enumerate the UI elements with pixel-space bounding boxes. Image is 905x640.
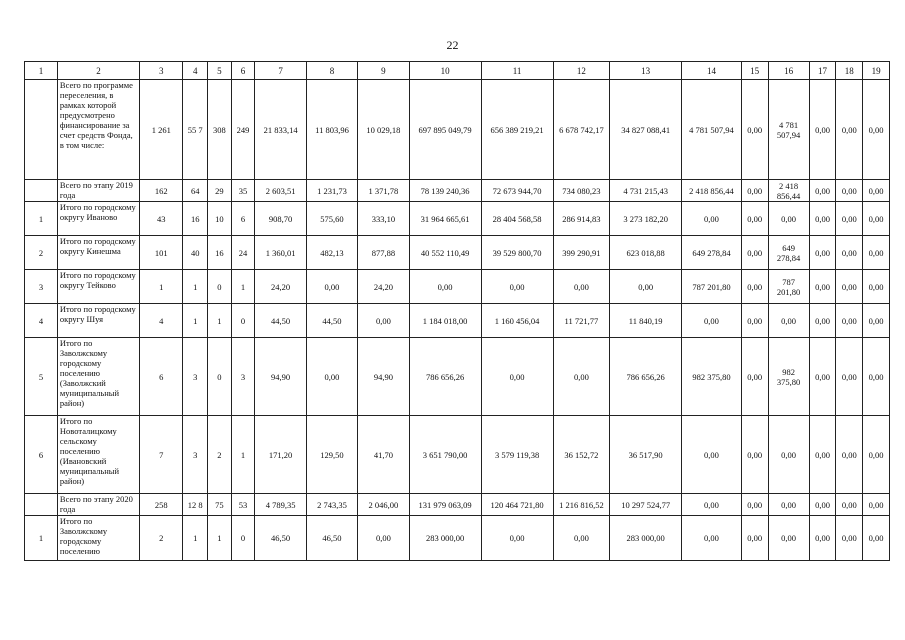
table-cell: 6	[25, 416, 58, 494]
page-number: 22	[446, 38, 459, 52]
table-cell: 34 827 088,41	[610, 80, 682, 180]
row-title: Всего по программе переселения, в рамках которой предусмотрено финансирование за счет средств Фонда, в том числе:	[57, 80, 139, 180]
table-cell: 40 552 110,49	[409, 236, 481, 270]
table-cell: 0,00	[741, 202, 768, 236]
table-cell: 131 979 063,09	[409, 494, 481, 516]
table-cell: 16	[208, 236, 232, 270]
table-cell: 24	[231, 236, 255, 270]
table-cell: 0,00	[682, 202, 742, 236]
table-cell: 0,00	[682, 304, 742, 338]
table-cell: 2	[140, 516, 183, 561]
table-cell: 1 231,73	[306, 180, 357, 202]
table-cell: 7	[140, 416, 183, 494]
table-cell: 2 603,51	[255, 180, 306, 202]
table-cell: 399 290,91	[553, 236, 610, 270]
table-cell: 55 7	[183, 80, 208, 180]
table-cell: 101	[140, 236, 183, 270]
table-cell: 1 216 816,52	[553, 494, 610, 516]
table-cell: 129,50	[306, 416, 357, 494]
table-cell: 2	[208, 416, 232, 494]
table-cell: 64	[183, 180, 208, 202]
table-cell: 0,00	[863, 304, 890, 338]
table-cell: 0,00	[553, 338, 610, 416]
table-cell: 0,00	[741, 80, 768, 180]
column-header: 6	[231, 62, 255, 80]
row-title: Итого по Заволжскому городскому поселению (Заволжский муниципальный район)	[57, 338, 139, 416]
table-cell: 3	[25, 270, 58, 304]
column-header: 11	[481, 62, 553, 80]
table-cell: 24,20	[358, 270, 409, 304]
table-cell: 0,00	[836, 304, 863, 338]
table-cell: 36 517,90	[610, 416, 682, 494]
table-cell: 31 964 665,61	[409, 202, 481, 236]
table-cell: 283 000,00	[409, 516, 481, 561]
table-cell: 734 080,23	[553, 180, 610, 202]
row-title: Итого по Новоталицкому сельскому поселению (Ивановский муниципальный район)	[57, 416, 139, 494]
table-cell: 0,00	[863, 338, 890, 416]
table-cell: 0,00	[809, 494, 836, 516]
table-cell: 72 673 944,70	[481, 180, 553, 202]
table-cell: 623 018,88	[610, 236, 682, 270]
table-cell: 1	[183, 516, 208, 561]
table-cell: 4 731 215,43	[610, 180, 682, 202]
table-cell: 53	[231, 494, 255, 516]
column-header: 18	[836, 62, 863, 80]
table-cell: 0,00	[768, 304, 809, 338]
table-cell: 0,00	[741, 180, 768, 202]
table-cell: 982 375,80	[682, 338, 742, 416]
table-cell: 6	[140, 338, 183, 416]
table-row	[25, 236, 890, 270]
table-cell: 36 152,72	[553, 416, 610, 494]
table-cell: 649 278,84	[768, 236, 809, 270]
table-cell: 877,88	[358, 236, 409, 270]
table-cell: 1 261	[140, 80, 183, 180]
table-cell: 2 418 856,44	[768, 180, 809, 202]
row-title: Итого по городскому округу Кинешма	[57, 236, 139, 270]
table-cell: 0,00	[741, 304, 768, 338]
table-cell: 0,00	[836, 236, 863, 270]
table-cell: 3 273 182,20	[610, 202, 682, 236]
table-row	[25, 338, 890, 416]
table-cell: 786 656,26	[610, 338, 682, 416]
table-cell: 3 651 790,00	[409, 416, 481, 494]
table-cell: 44,50	[306, 304, 357, 338]
table-cell: 11 721,77	[553, 304, 610, 338]
table-cell: 649 278,84	[682, 236, 742, 270]
table-cell: 0,00	[741, 516, 768, 561]
column-header: 8	[306, 62, 357, 80]
table-cell: 41,70	[358, 416, 409, 494]
column-header: 5	[208, 62, 232, 80]
table-cell: 0,00	[863, 180, 890, 202]
table-cell: 3 579 119,38	[481, 416, 553, 494]
table-cell: 0	[231, 516, 255, 561]
column-header: 2	[57, 62, 139, 80]
table-cell: 0,00	[863, 516, 890, 561]
table-cell: 0,00	[741, 236, 768, 270]
table-cell: 0,00	[836, 80, 863, 180]
column-header: 4	[183, 62, 208, 80]
table-row	[25, 304, 890, 338]
table-cell: 0,00	[358, 304, 409, 338]
table-cell: 2 743,35	[306, 494, 357, 516]
table-cell	[25, 494, 58, 516]
table-cell: 1 360,01	[255, 236, 306, 270]
table-cell: 575,60	[306, 202, 357, 236]
column-header: 17	[809, 62, 836, 80]
table-cell: 2 046,00	[358, 494, 409, 516]
table-cell: 1	[231, 416, 255, 494]
table-cell: 0,00	[682, 416, 742, 494]
table-cell: 2 418 856,44	[682, 180, 742, 202]
column-header: 3	[140, 62, 183, 80]
row-title: Итого по городскому округу Шуя	[57, 304, 139, 338]
table-cell: 0,00	[481, 338, 553, 416]
table-cell: 0,00	[863, 236, 890, 270]
table-cell: 1	[208, 304, 232, 338]
row-title: Всего по этапу 2020 года	[57, 494, 139, 516]
table-cell: 0,00	[610, 270, 682, 304]
table-cell: 656 389 219,21	[481, 80, 553, 180]
table-cell: 0,00	[358, 516, 409, 561]
table-cell: 24,20	[255, 270, 306, 304]
table-cell: 0,00	[768, 516, 809, 561]
column-header: 7	[255, 62, 306, 80]
header-row	[25, 62, 890, 80]
table-cell: 0,00	[741, 494, 768, 516]
table-cell: 1	[183, 304, 208, 338]
table-cell: 0,00	[863, 494, 890, 516]
table-cell: 0,00	[481, 516, 553, 561]
table-cell: 162	[140, 180, 183, 202]
table-cell: 46,50	[306, 516, 357, 561]
table-cell: 35	[231, 180, 255, 202]
table-cell: 1	[25, 202, 58, 236]
table-cell: 4 781 507,94	[682, 80, 742, 180]
table-cell: 94,90	[358, 338, 409, 416]
table-cell	[25, 80, 58, 180]
table-cell: 786 656,26	[409, 338, 481, 416]
column-header: 13	[610, 62, 682, 80]
table-cell: 12 8	[183, 494, 208, 516]
table-cell: 4	[140, 304, 183, 338]
table-cell: 40	[183, 236, 208, 270]
table-cell: 0,00	[682, 494, 742, 516]
table-cell: 94,90	[255, 338, 306, 416]
table-cell: 0,00	[836, 180, 863, 202]
table-cell: 308	[208, 80, 232, 180]
table-cell: 16	[183, 202, 208, 236]
data-table	[24, 61, 890, 561]
table-cell: 787 201,80	[682, 270, 742, 304]
table-cell: 21 833,14	[255, 80, 306, 180]
table-cell: 43	[140, 202, 183, 236]
table-cell: 3	[183, 416, 208, 494]
row-title: Итого по городскому округу Тейково	[57, 270, 139, 304]
table-cell: 11 840,19	[610, 304, 682, 338]
table-cell: 0,00	[809, 236, 836, 270]
table-cell: 0,00	[809, 270, 836, 304]
table-cell: 44,50	[255, 304, 306, 338]
table-row	[25, 80, 890, 180]
row-title: Итого по Заволжскому городскому поселению	[57, 516, 139, 561]
column-header: 15	[741, 62, 768, 80]
table-cell: 0,00	[836, 416, 863, 494]
column-header: 12	[553, 62, 610, 80]
table-cell: 0,00	[809, 516, 836, 561]
table-cell: 0,00	[481, 270, 553, 304]
table-cell: 0,00	[809, 80, 836, 180]
table-cell: 0,00	[741, 338, 768, 416]
column-header: 9	[358, 62, 409, 80]
column-header: 19	[863, 62, 890, 80]
column-header: 16	[768, 62, 809, 80]
table-cell: 0,00	[809, 338, 836, 416]
column-header: 14	[682, 62, 742, 80]
table-cell: 0,00	[863, 416, 890, 494]
table-cell: 5	[25, 338, 58, 416]
table-cell: 0,00	[809, 202, 836, 236]
table-cell: 286 914,83	[553, 202, 610, 236]
column-header: 10	[409, 62, 481, 80]
table-cell: 0,00	[768, 202, 809, 236]
table-cell: 4 789,35	[255, 494, 306, 516]
table-cell: 4	[25, 304, 58, 338]
table-cell: 0,00	[553, 270, 610, 304]
column-header: 1	[25, 62, 58, 80]
table-cell: 28 404 568,58	[481, 202, 553, 236]
table-cell: 6	[231, 202, 255, 236]
table-cell: 1	[140, 270, 183, 304]
table-row	[25, 180, 890, 202]
table-cell: 0,00	[836, 202, 863, 236]
table-cell: 11 803,96	[306, 80, 357, 180]
table-cell: 482,13	[306, 236, 357, 270]
table-row	[25, 202, 890, 236]
table-cell: 908,70	[255, 202, 306, 236]
table-cell: 0,00	[863, 202, 890, 236]
row-title: Всего по этапу 2019 года	[57, 180, 139, 202]
table-cell: 0,00	[741, 416, 768, 494]
row-title: Итого по городскому округу Иваново	[57, 202, 139, 236]
table-cell: 46,50	[255, 516, 306, 561]
table-cell: 982 375,80	[768, 338, 809, 416]
table-cell: 6 678 742,17	[553, 80, 610, 180]
table-cell: 0,00	[553, 516, 610, 561]
table-row	[25, 416, 890, 494]
table-cell: 3	[231, 338, 255, 416]
table-cell: 0,00	[409, 270, 481, 304]
table-cell: 0,00	[863, 80, 890, 180]
table-cell: 1 160 456,04	[481, 304, 553, 338]
table-cell: 0,00	[768, 416, 809, 494]
table-cell: 1 371,78	[358, 180, 409, 202]
table-cell: 75	[208, 494, 232, 516]
table-cell: 0	[208, 338, 232, 416]
table-cell: 258	[140, 494, 183, 516]
table-cell: 0,00	[306, 270, 357, 304]
table-cell: 0,00	[809, 304, 836, 338]
table-cell: 78 139 240,36	[409, 180, 481, 202]
table-cell: 120 464 721,80	[481, 494, 553, 516]
table-cell	[25, 180, 58, 202]
table-cell: 333,10	[358, 202, 409, 236]
table-cell: 1	[25, 516, 58, 561]
table-row	[25, 494, 890, 516]
table-cell: 0,00	[836, 338, 863, 416]
table-cell: 283 000,00	[610, 516, 682, 561]
table-row	[25, 270, 890, 304]
table-cell: 0,00	[836, 270, 863, 304]
table-cell: 0	[231, 304, 255, 338]
table-cell: 1	[231, 270, 255, 304]
table-cell: 249	[231, 80, 255, 180]
table-cell: 0,00	[836, 516, 863, 561]
table-cell: 1 184 018,00	[409, 304, 481, 338]
table-cell: 697 895 049,79	[409, 80, 481, 180]
table-cell: 1	[208, 516, 232, 561]
table-cell: 0,00	[306, 338, 357, 416]
table-cell: 1	[183, 270, 208, 304]
table-cell: 10 297 524,77	[610, 494, 682, 516]
table-cell: 3	[183, 338, 208, 416]
table-row	[25, 516, 890, 561]
table-cell: 787 201,80	[768, 270, 809, 304]
table-cell: 10	[208, 202, 232, 236]
table-cell: 0	[208, 270, 232, 304]
table-cell: 0,00	[809, 416, 836, 494]
table-cell: 0,00	[768, 494, 809, 516]
table-cell: 2	[25, 236, 58, 270]
table-cell: 39 529 800,70	[481, 236, 553, 270]
table-cell: 171,20	[255, 416, 306, 494]
table-cell: 0,00	[809, 180, 836, 202]
table-cell: 10 029,18	[358, 80, 409, 180]
table-cell: 0,00	[863, 270, 890, 304]
table-cell: 0,00	[741, 270, 768, 304]
table-cell: 0,00	[836, 494, 863, 516]
table-cell: 4 781 507,94	[768, 80, 809, 180]
table-cell: 0,00	[682, 516, 742, 561]
table-cell: 29	[208, 180, 232, 202]
